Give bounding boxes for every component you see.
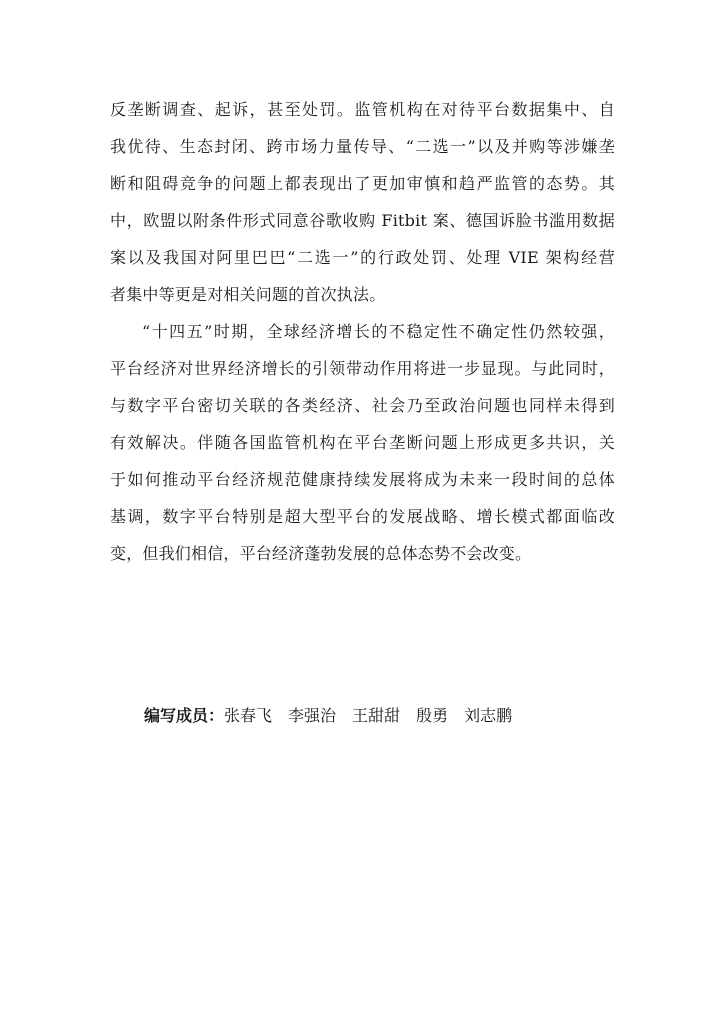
text-line: 基调，数字平台特别是超大型平台的发展战略、增长模式都面临改 bbox=[110, 507, 615, 526]
author-name: 殷勇 bbox=[416, 706, 449, 725]
paragraph-1 bbox=[110, 91, 615, 313]
text-line: 平台经济对世界经济增长的引领带动作用将进一步显现。与此同时， bbox=[110, 359, 615, 378]
text-line: 案以及我国对阿里巴巴“二选一”的行政处罚、处理 VIE 架构经营 bbox=[110, 248, 615, 267]
text-line: 于如何推动平台经济规范健康持续发展将成为未来一段时间的总体 bbox=[110, 470, 615, 489]
authors-line bbox=[144, 700, 528, 732]
text-line: 中，欧盟以附条件形式同意谷歌收购 Fitbit 案、德国诉脸书滥用数据 bbox=[110, 211, 615, 230]
text-line: 反垄断调查、起诉，甚至处罚。监管机构在对待平台数据集中、自 bbox=[110, 100, 615, 119]
text-line: 我优待、生态封闭、跨市场力量传导、“二选一”以及并购等涉嫌垄 bbox=[110, 137, 615, 156]
document-body bbox=[110, 91, 615, 572]
text-line: “十四五”时期，全球经济增长的不稳定性不确定性仍然较强， bbox=[142, 322, 615, 341]
author-name: 王甜甜 bbox=[352, 706, 401, 725]
text-line: 变，但我们相信，平台经济蓬勃发展的总体态势不会改变。 bbox=[110, 544, 532, 563]
text-line: 与数字平台密切关联的各类经济、社会乃至政治问题也同样未得到 bbox=[110, 396, 615, 415]
text-line: 断和阻碍竞争的问题上都表现出了更加审慎和趋严监管的态势。其 bbox=[110, 174, 615, 193]
author-name: 刘志鹏 bbox=[464, 706, 513, 725]
author-name: 李强治 bbox=[288, 706, 337, 725]
author-name: 张春飞 bbox=[224, 706, 273, 725]
paragraph-2 bbox=[110, 313, 615, 572]
text-line: 者集中等更是对相关问题的首次执法。 bbox=[110, 285, 386, 304]
text-line: 有效解决。伴随各国监管机构在平台垄断问题上形成更多共识，关 bbox=[110, 433, 615, 452]
authors-label: 编写成员： bbox=[144, 706, 225, 725]
